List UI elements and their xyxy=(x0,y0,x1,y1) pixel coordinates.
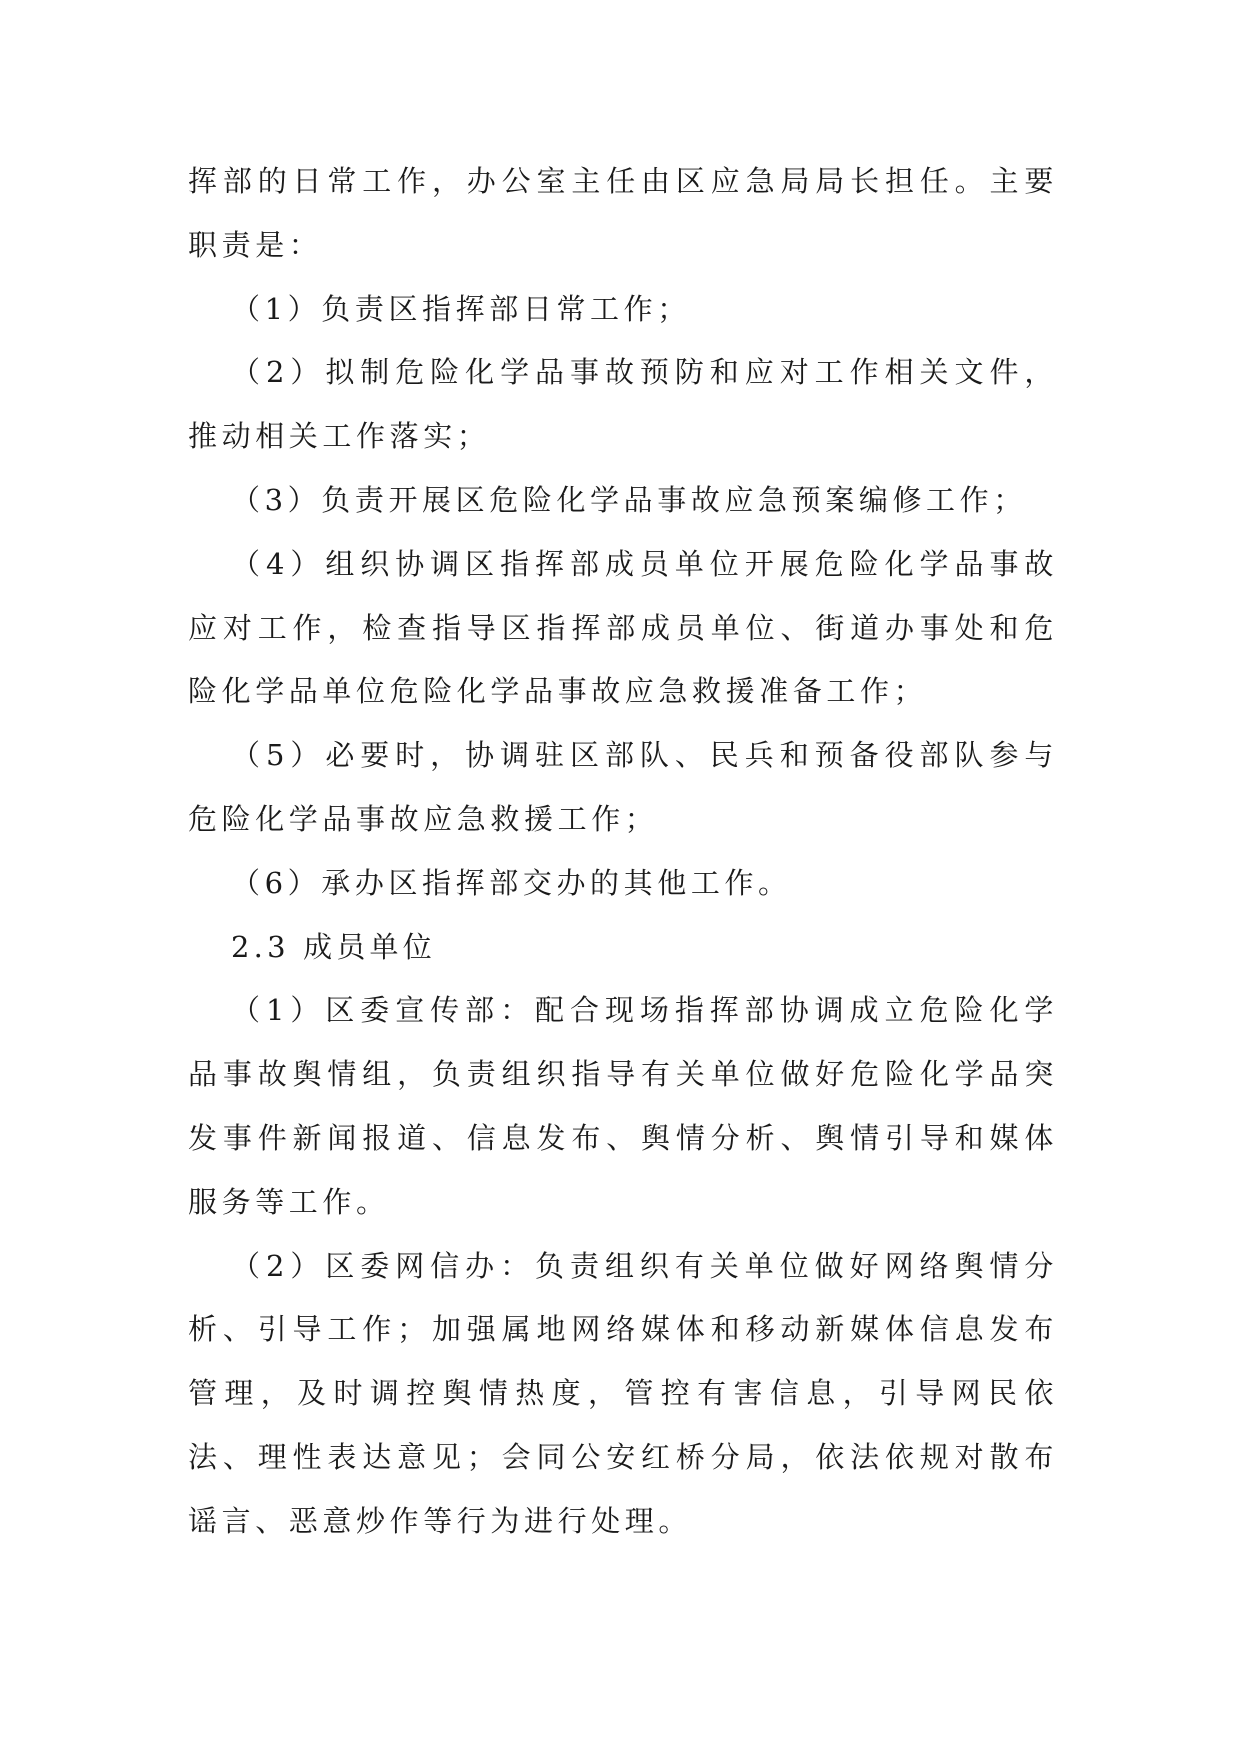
office-duty-item-1: （1）负责区指挥部日常工作； xyxy=(231,291,691,326)
office-duty-item-3: （3）负责开展区危险化学品事故应急预案编修工作； xyxy=(231,482,1027,517)
paragraph-intro: 挥部的日常工作，办公室主任由区应急局局长担任。主要职责是： xyxy=(188,164,1058,262)
office-duty-item-6: （6）承办区指挥部交办的其他工作。 xyxy=(231,865,792,900)
office-duty-item-2: （2）拟制危险化学品事故预防和应对工作相关文件，推动相关工作落实； xyxy=(188,355,1058,454)
member-unit-item-1: （1）区委宣传部：配合现场指挥部协调成立危险化学品事故舆情组，负责组织指导有关单位做好危险化学品突发事件新闻报道、信息发布、舆情分析、舆情引导和媒体服务等工作。 xyxy=(188,993,1058,1219)
member-unit-item-2: （2）区委网信办：负责组织有关单位做好网络舆情分析、引导工作；加强属地网络媒体和移动新媒体信息发布管理，及时调控舆情热度，管控有害信息，引导网民依法、理性表达意见；会同公安红桥分局，依法依规对散布谣言、恶意炒作等行为进行处理。 xyxy=(188,1248,1058,1538)
section-heading-2-3: 2.3 成员单位 xyxy=(231,929,436,964)
office-duty-item-4: （4）组织协调区指挥部成员单位开展危险化学品事故应对工作，检查指导区指挥部成员单位、街道办事处和危险化学品单位危险化学品事故应急救援准备工作； xyxy=(188,546,1058,709)
office-duty-item-5: （5）必要时，协调驻区部队、民兵和预备役部队参与危险化学品事故应急救援工作； xyxy=(188,738,1058,836)
document-body xyxy=(188,150,1058,1554)
